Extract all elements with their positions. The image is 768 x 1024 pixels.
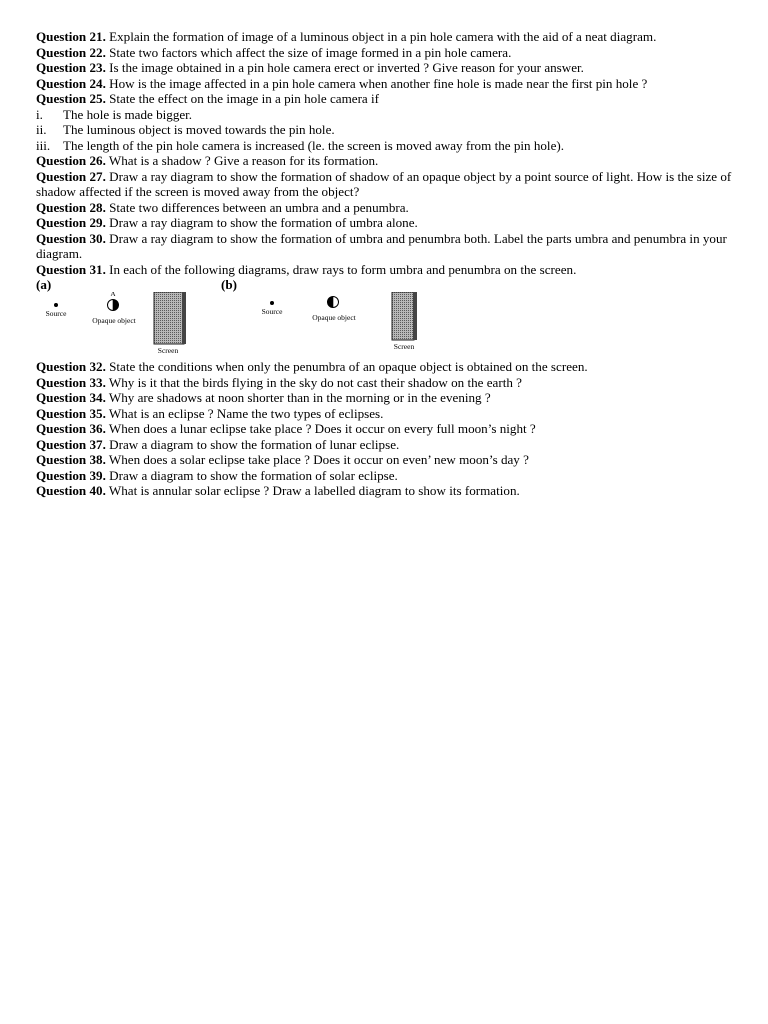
question-number: Question 23.	[36, 60, 106, 75]
question-number: Question 28.	[36, 199, 106, 215]
question-number: Question 37.	[36, 436, 106, 452]
question-number: Question 26.	[36, 153, 106, 168]
figure-b-diagram	[258, 292, 418, 358]
figure-a-diagram	[42, 292, 202, 358]
question-text: State two factors which affect the size of image formed in a pin hole camera.	[109, 44, 512, 60]
screen-rect	[392, 292, 414, 340]
list-item	[36, 122, 736, 138]
question-22	[36, 45, 736, 61]
screen-edge	[413, 292, 417, 340]
figures-row	[36, 277, 736, 359]
opaque-object-label: Opaque object	[92, 316, 136, 325]
question-text: When does a lunar eclipse take place ? Does it occur on every full moon’s night ?	[108, 421, 536, 436]
question-number: Question 25.	[36, 91, 106, 106]
figure-b-label: (b)	[221, 277, 238, 292]
question-text: What is annular solar eclipse ? Draw a labelled diagram to show its formation.	[108, 483, 520, 498]
questions-bottom	[36, 359, 736, 499]
question-number: Question 27.	[36, 168, 106, 184]
question-text: What is a shadow ? Give a reason for its formation.	[108, 153, 379, 168]
question-number: Question 24.	[36, 75, 106, 91]
question-number: Question 39.	[36, 467, 106, 483]
question-37	[36, 437, 736, 453]
source-label: Source	[45, 309, 67, 318]
question-number: Question 22.	[36, 44, 106, 60]
screen-rect	[154, 292, 184, 344]
question-text: State the conditions when only the penumbra of an opaque object is obtained on the screen.	[109, 359, 588, 374]
object-marker-label: A	[110, 292, 116, 298]
question-36	[36, 421, 736, 437]
question-34	[36, 390, 736, 406]
question-number: Question 35.	[36, 405, 106, 421]
question-text: How is the image affected in a pin hole camera when another fine hole is made near the first pin hole ?	[109, 75, 648, 91]
question-text: In each of the following diagrams, draw rays to form umbra and penumbra on the screen.	[109, 261, 577, 277]
source-dot	[270, 301, 274, 305]
question-24	[36, 76, 736, 92]
screen-label: Screen	[393, 342, 415, 351]
question-number: Question 36.	[36, 421, 106, 436]
question-number: Question 33.	[36, 374, 106, 390]
question-38	[36, 452, 736, 468]
list-item-text: The luminous object is moved towards the pin hole.	[63, 122, 335, 137]
question-text: What is an eclipse ? Name the two types of eclipses.	[108, 405, 384, 421]
question-25-items	[36, 107, 736, 154]
question-text: State two differences between an umbra and a penumbra.	[109, 199, 409, 215]
figure-b	[258, 292, 418, 362]
question-30	[36, 231, 736, 262]
figure-a	[42, 292, 202, 362]
question-35	[36, 406, 736, 422]
source-label: Source	[261, 307, 283, 316]
figure-a-label: (a)	[36, 277, 52, 292]
list-item-number: iii.	[36, 137, 51, 153]
screen-edge	[182, 292, 186, 344]
question-text: Why are shadows at noon shorter than in the morning or in the evening ?	[108, 390, 491, 405]
question-25	[36, 91, 736, 107]
screen-label: Screen	[157, 346, 179, 355]
question-39	[36, 468, 736, 484]
question-40	[36, 483, 736, 499]
source-dot	[54, 303, 58, 307]
question-text: Draw a ray diagram to show the formation of shadow of an opaque object by a point source of light. How is the size of shadow affected if the screen is moved away from the object?	[36, 168, 732, 199]
question-number: Question 30.	[36, 230, 106, 246]
question-text: Is the image obtained in a pin hole camera erect or inverted ? Give reason for your answer.	[109, 60, 584, 75]
question-text: State the effect on the image in a pin hole camera if	[109, 91, 380, 106]
question-number: Question 21.	[36, 29, 106, 44]
question-number: Question 38.	[36, 452, 106, 467]
list-item	[36, 107, 736, 123]
question-number: Question 29.	[36, 215, 106, 230]
question-31	[36, 262, 736, 278]
question-text: Draw a ray diagram to show the formation of umbra alone.	[109, 215, 418, 230]
questions-mid	[36, 153, 736, 277]
question-text: Draw a ray diagram to show the formation of umbra and penumbra both. Label the parts umbra and penumbra in your diagram.	[36, 230, 727, 261]
question-number: Question 32.	[36, 359, 106, 374]
question-28	[36, 200, 736, 216]
question-text: Draw a diagram to show the formation of solar eclipse.	[109, 467, 398, 483]
opaque-object-shaded-half	[328, 297, 334, 308]
question-27	[36, 169, 736, 200]
worksheet-page	[36, 29, 736, 499]
question-text: Explain the formation of image of a luminous object in a pin hole camera with the aid of a neat diagram.	[109, 29, 657, 44]
questions-top	[36, 29, 736, 107]
question-26	[36, 153, 736, 169]
question-text: Why is it that the birds flying in the sky do not cast their shadow on the earth ?	[108, 374, 522, 390]
opaque-object-shaded-half	[113, 300, 119, 311]
question-number: Question 34.	[36, 390, 106, 405]
list-item-text: The length of the pin hole camera is increased (le. the screen is moved away from the pin hole).	[63, 137, 565, 153]
question-29	[36, 215, 736, 231]
question-number: Question 40.	[36, 483, 106, 498]
question-number: Question 31.	[36, 261, 106, 277]
list-item-number: i.	[36, 106, 43, 122]
question-text: When does a solar eclipse take place ? Does it occur on even’ new moon’s day ?	[108, 452, 529, 467]
list-item-text: The hole is made bigger.	[63, 106, 193, 122]
opaque-object-label: Opaque object	[312, 313, 356, 322]
question-text: Draw a diagram to show the formation of lunar eclipse.	[109, 436, 400, 452]
list-item-number: ii.	[36, 122, 47, 137]
question-23	[36, 60, 736, 76]
list-item	[36, 138, 736, 154]
question-33	[36, 375, 736, 391]
question-21	[36, 29, 736, 45]
